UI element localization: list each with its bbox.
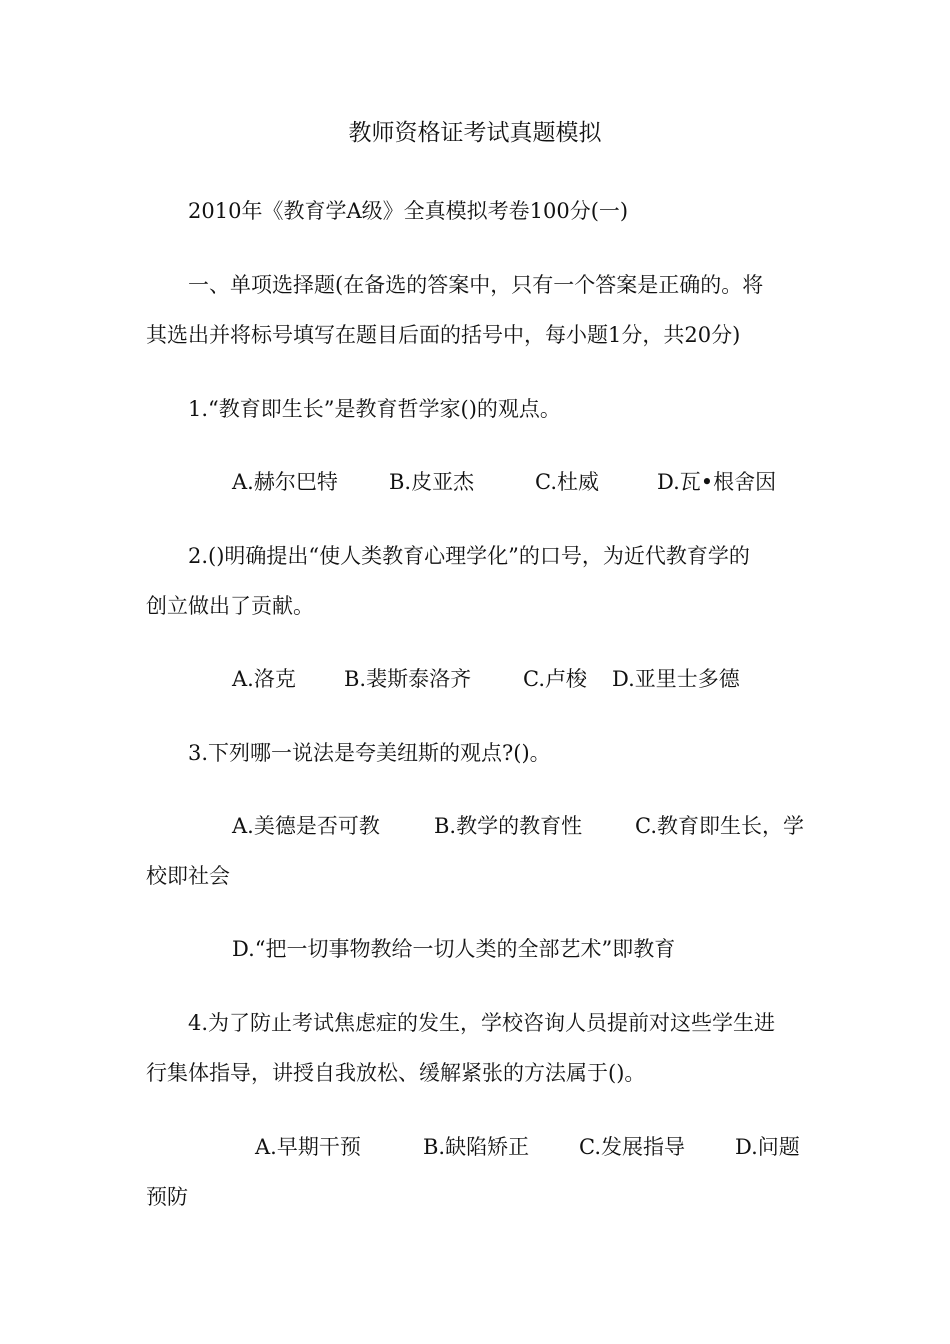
exam-subtitle: 2010年《教育学A级》全真模拟考卷100分(一) bbox=[188, 199, 629, 223]
question-2-option-a: A.洛克 bbox=[232, 667, 296, 691]
question-2-stem-line-1: 2.()明确提出“使人类教育心理学化”的口号，为近代教育学的 bbox=[188, 544, 750, 568]
question-3-option-d: D.“把一切事物教给一切人类的全部艺术”即教育 bbox=[232, 937, 676, 961]
question-4-option-b: B.缺陷矫正 bbox=[423, 1135, 530, 1159]
question-4-stem-line-2: 行集体指导，讲授自我放松、缓解紧张的方法属于()。 bbox=[146, 1061, 646, 1085]
question-1-option-a: A.赫尔巴特 bbox=[232, 470, 338, 494]
question-2-stem-line-2: 创立做出了贡献。 bbox=[146, 594, 314, 618]
question-4-option-d: D.问题 bbox=[735, 1135, 800, 1159]
question-3-option-b: B.教学的教育性 bbox=[434, 814, 583, 838]
question-3-option-a: A.美德是否可教 bbox=[232, 814, 380, 838]
question-1-option-d: D.瓦•根舍因 bbox=[657, 470, 777, 494]
question-4-option-c: C.发展指导 bbox=[579, 1135, 685, 1159]
question-2-option-d: D.亚里士多德 bbox=[612, 667, 740, 691]
question-4-option-d-wrap: 预防 bbox=[146, 1185, 188, 1209]
question-3-option-c: C.教育即生长，学 bbox=[635, 814, 804, 838]
section-heading-line-2: 其选出并将标号填写在题目后面的括号中，每小题1分，共20分) bbox=[146, 323, 741, 347]
section-heading-line-1: 一、单项选择题(在备选的答案中，只有一个答案是正确的。将 bbox=[188, 273, 764, 297]
document-title: 教师资格证考试真题模拟 bbox=[348, 120, 602, 146]
question-4-option-a: A.早期干预 bbox=[255, 1135, 361, 1159]
question-4-stem-line-1: 4.为了防止考试焦虑症的发生，学校咨询人员提前对这些学生进 bbox=[188, 1011, 776, 1035]
question-2-option-c: C.卢梭 bbox=[523, 667, 587, 691]
question-2-option-b: B.裴斯泰洛齐 bbox=[344, 667, 472, 691]
question-1-option-c: C.杜威 bbox=[535, 470, 599, 494]
question-3-stem: 3.下列哪一说法是夸美纽斯的观点?()。 bbox=[188, 741, 551, 765]
question-1-stem: 1.“教育即生长”是教育哲学家()的观点。 bbox=[188, 397, 561, 421]
question-1-option-b: B.皮亚杰 bbox=[389, 470, 475, 494]
question-3-option-c-wrap: 校即社会 bbox=[146, 864, 230, 888]
